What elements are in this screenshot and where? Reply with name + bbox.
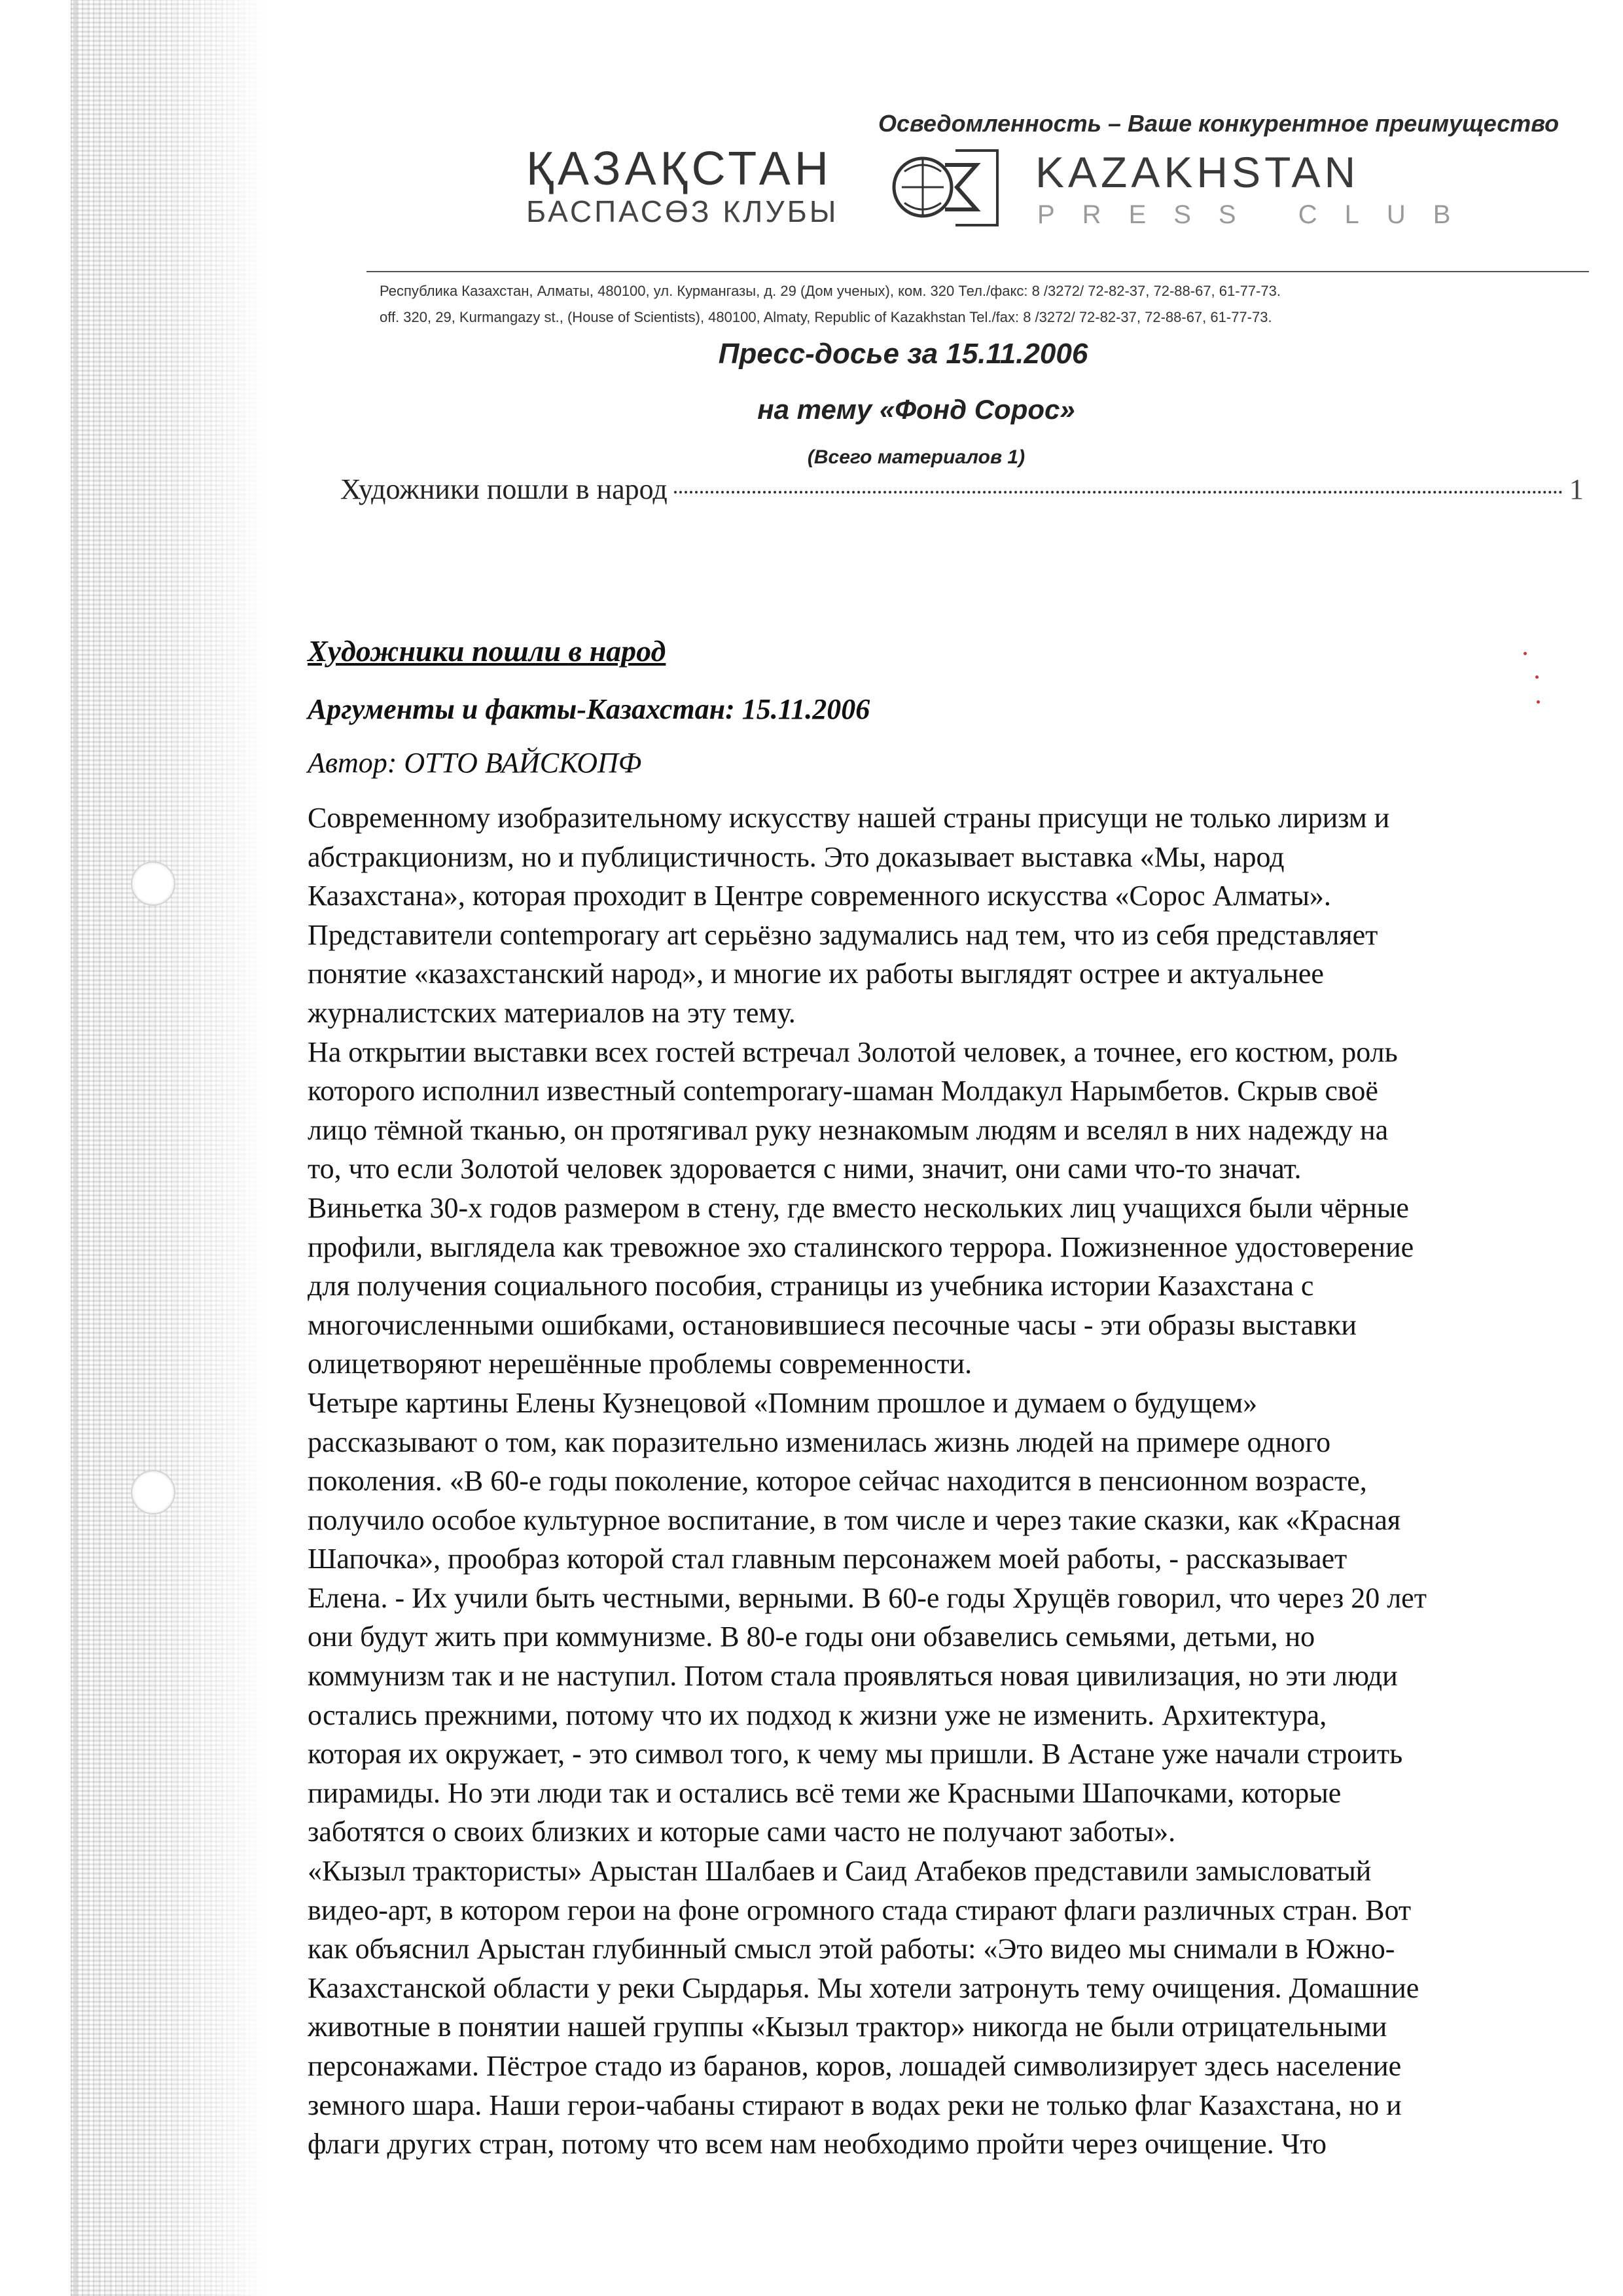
club-subtitle-kz: БАСПАСӨЗ КЛУБЫ bbox=[526, 194, 839, 228]
article-line: На открытии выставки всех гостей встречал Золотой человек, а точнее, его костюм, роль bbox=[308, 1035, 1398, 1068]
article-line: лицо тёмной тканью, он протягивал руку незнакомым людям и вселял в них надежду на bbox=[308, 1113, 1389, 1146]
article-line: Казахстана», которая проходит в Центре современного искусства «Сорос Алматы». bbox=[308, 880, 1331, 912]
article-line: получило особое культурное воспитание, в том числе и через такие сказки, как «Красная bbox=[308, 1503, 1401, 1536]
article-line: понятие «казахстанский народ», и многие их работы выглядят острее и актуальнее bbox=[308, 958, 1324, 990]
article-line: животные в понятии нашей группы «Кызыл трактор» никогда не были отрицательными bbox=[308, 2011, 1387, 2043]
dossier-date: Пресс-досье за 15.11.2006 bbox=[718, 338, 1088, 370]
article-line: остались прежними, потому что их подход к жизни уже не изменить. Архитектура, bbox=[308, 1698, 1327, 1731]
address-ru: Республика Казахстан, Алматы, 480100, ул. Курмангазы, д. 29 (Дом ученых), ком. 320 Тел./факс: 8 /3272/ 72-82-37, 72-88-67, 61-77-73. bbox=[380, 283, 1281, 299]
article-line: они будут жить при коммунизме. В 80-е годы они обзавелись семьями, детьми, но bbox=[308, 1621, 1315, 1653]
article-line: абстракционизм, но и публицистичность. Это доказывает выставка «Мы, народ bbox=[308, 840, 1285, 873]
article-line: многочисленными ошибками, остановившиеся песочные часы - эти образы выставки bbox=[308, 1308, 1357, 1341]
article-line: рассказывают о том, как поразительно изменилась жизнь людей на примере одного bbox=[308, 1426, 1331, 1458]
dossier-count: (Всего материалов 1) bbox=[807, 446, 1026, 468]
article-line: Шапочка», прообраз которой стал главным персонажем моей работы, - рассказывает bbox=[308, 1543, 1347, 1575]
club-name-kz: ҚАЗАҚСТАН bbox=[526, 143, 832, 195]
article-line: олицетворяют нерешённые проблемы современности. bbox=[308, 1348, 972, 1380]
article-line: профили, выглядела как тревожное эхо сталинского террора. Пожизненное удостоверение bbox=[308, 1230, 1414, 1263]
article-line: заботятся о своих близких и которые сами часто не получают заботы». bbox=[308, 1816, 1176, 1848]
press-club-logo-icon bbox=[885, 145, 1003, 230]
header-divider bbox=[366, 271, 1589, 272]
article-author: Автор: ОТТО ВАЙСКОПФ bbox=[308, 747, 642, 779]
article-title: Художники пошли в народ bbox=[308, 634, 666, 668]
dossier-topic: на тему «Фонд Сорос» bbox=[757, 394, 1075, 425]
article-line: то, что если Золотой человек здоровается с ними, значит, они сами что-то значат. bbox=[308, 1153, 1302, 1185]
ink-speck bbox=[1524, 652, 1527, 655]
article-line: Елена. - Их учили быть честными, верными. В 60-е годы Хрущёв говорил, что через 20 лет bbox=[308, 1581, 1427, 1614]
article-line: поколения. «В 60-е годы поколение, которое сейчас находится в пенсионном возрасте, bbox=[308, 1465, 1367, 1498]
article-line: персонажами. Пёстрое стадо из баранов, коров, лошадей символизирует здесь население bbox=[308, 2050, 1402, 2082]
article-line: Современному изобразительному искусству нашей страны присущи не только лиризм и bbox=[308, 802, 1390, 834]
article-body bbox=[308, 798, 1551, 2164]
article-line: для получения социального пособия, страницы из учебника истории Казахстана с bbox=[308, 1270, 1314, 1302]
article-line: земного шара. Наши герои-чабаны стирают в водах реки не только флаг Казахстана, но и bbox=[308, 2089, 1402, 2121]
article-line: видео-арт, в котором герои на фоне огромного стада стирают флаги различных стран. Вот bbox=[308, 1893, 1412, 1926]
scan-edge bbox=[73, 0, 77, 2296]
article-line: Четыре картины Елены Кузнецовой «Помним прошлое и думаем о будущем» bbox=[308, 1386, 1258, 1419]
toc-entry[interactable] bbox=[340, 473, 1584, 512]
article-line: которого исполнил известный contemporary-шаман Молдакул Нарымбетов. Скрыв своё bbox=[308, 1075, 1378, 1107]
address-en: off. 320, 29, Kurmangazy st., (House of Scientists), 480100, Almaty, Republic of Kazakhstan Tel./fax: 8 /3272/ 72-82-37, 72-88-67, 61-77-73. bbox=[380, 309, 1272, 325]
article-line: журналистских материалов на эту тему. bbox=[308, 996, 796, 1029]
article-line: Представители contemporary art серьёзно задумались над тем, что из себя представляет bbox=[308, 918, 1378, 951]
article-line: Виньетка 30-х годов размером в стену, где вместо нескольких лиц учащихся были чёрные bbox=[308, 1191, 1409, 1224]
toc-leader-dots bbox=[674, 491, 1563, 493]
club-subtitle-en: PRESS CLUB bbox=[1037, 200, 1478, 229]
article-line: коммунизм так и не наступил. Потом стала проявляться новая цивилизация, но эти люди bbox=[308, 1660, 1398, 1693]
ink-speck bbox=[1537, 700, 1540, 704]
ink-speck bbox=[1535, 675, 1539, 679]
article-line: «Кызыл трактористы» Арыстан Шалбаев и Саид Атабеков представили замысловатый bbox=[308, 1855, 1372, 1888]
article-line: которая их окружает, - это символ того, к чему мы пришли. В Астане уже начали строить bbox=[308, 1738, 1403, 1770]
club-name-en: KAZAKHSTAN bbox=[1035, 148, 1360, 196]
toc-entry-page: 1 bbox=[1569, 473, 1584, 505]
article-source: Аргументы и факты-Казахстан: 15.11.2006 bbox=[308, 693, 870, 725]
punch-hole bbox=[131, 861, 175, 906]
punch-hole bbox=[131, 1470, 175, 1515]
toc-entry-title: Художники пошли в народ bbox=[340, 473, 668, 505]
article-line: флаги других стран, потому что всем нам необходимо пройти через очищение. Что bbox=[308, 2128, 1327, 2161]
article-line: как объяснил Арыстан глубинный смысл этой работы: «Это видео мы снимали в Южно- bbox=[308, 1933, 1395, 1965]
article-line: пирамиды. Но эти люди так и остались всё теми же Красными Шапочками, которые bbox=[308, 1776, 1342, 1809]
article-line: Казахстанской области у реки Сырдарья. Мы хотели затронуть тему очищения. Домашние bbox=[308, 1971, 1419, 2004]
header-slogan: Осведомленность – Ваше конкурентное преимущество bbox=[878, 110, 1560, 137]
